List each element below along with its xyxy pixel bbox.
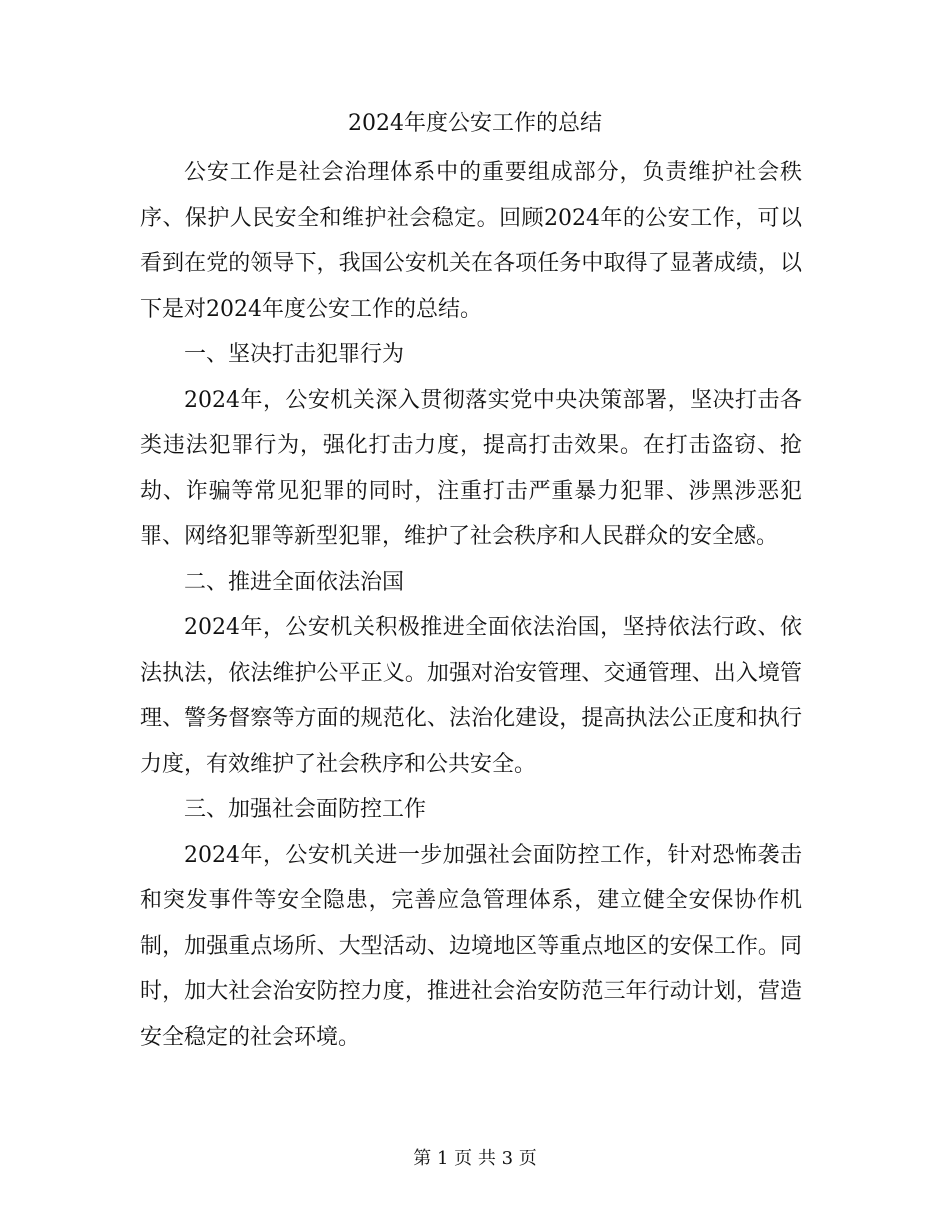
document-body xyxy=(140,150,802,1060)
section-heading-3: 三、加强社会面防控工作 xyxy=(184,797,427,822)
section-heading-1: 一、坚决打击犯罪行为 xyxy=(184,342,405,367)
intro-paragraph: 公安工作是社会治理体系中的重要组成部分，负责维护社会秩序、保护人民安全和维护社会稳定。回顾2024年的公安工作，可以看到在党的领导下，我国公安机关在各项任务中取得了显著成绩，以下是对2024年度公安工作的总结。 xyxy=(140,160,802,322)
section-paragraph-1: 2024年，公安机关深入贯彻落实党中央决策部署，坚决打击各类违法犯罪行为，强化打击力度，提高打击效果。在打击盗窃、抢劫、诈骗等常见犯罪的同时，注重打击严重暴力犯罪、涉黑涉恶犯罪、网络犯罪等新型犯罪，维护了社会秩序和人民群众的安全感。 xyxy=(140,387,802,549)
document-title: 2024年度公安工作的总结 xyxy=(348,111,602,136)
section-paragraph-2: 2024年，公安机关积极推进全面依法治国，坚持依法行政、依法执法，依法维护公平正义。加强对治安管理、交通管理、出入境管理、警务督察等方面的规范化、法治化建设，提高执法公正度和执行力度，有效维护了社会秩序和公共安全。 xyxy=(140,615,802,777)
page-number-footer: 第 1 页 共 3 页 xyxy=(413,1148,537,1169)
section-heading-2: 二、推进全面依法治国 xyxy=(184,569,405,595)
section-paragraph-3: 2024年，公安机关进一步加强社会面防控工作，针对恐怖袭击和突发事件等安全隐患，完善应急管理体系，建立健全安保协作机制，加强重点场所、大型活动、边境地区等重点地区的安保工作。同时，加大社会治安防控力度，推进社会治安防范三年行动计划，营造安全稳定的社会环境。 xyxy=(140,842,802,1050)
